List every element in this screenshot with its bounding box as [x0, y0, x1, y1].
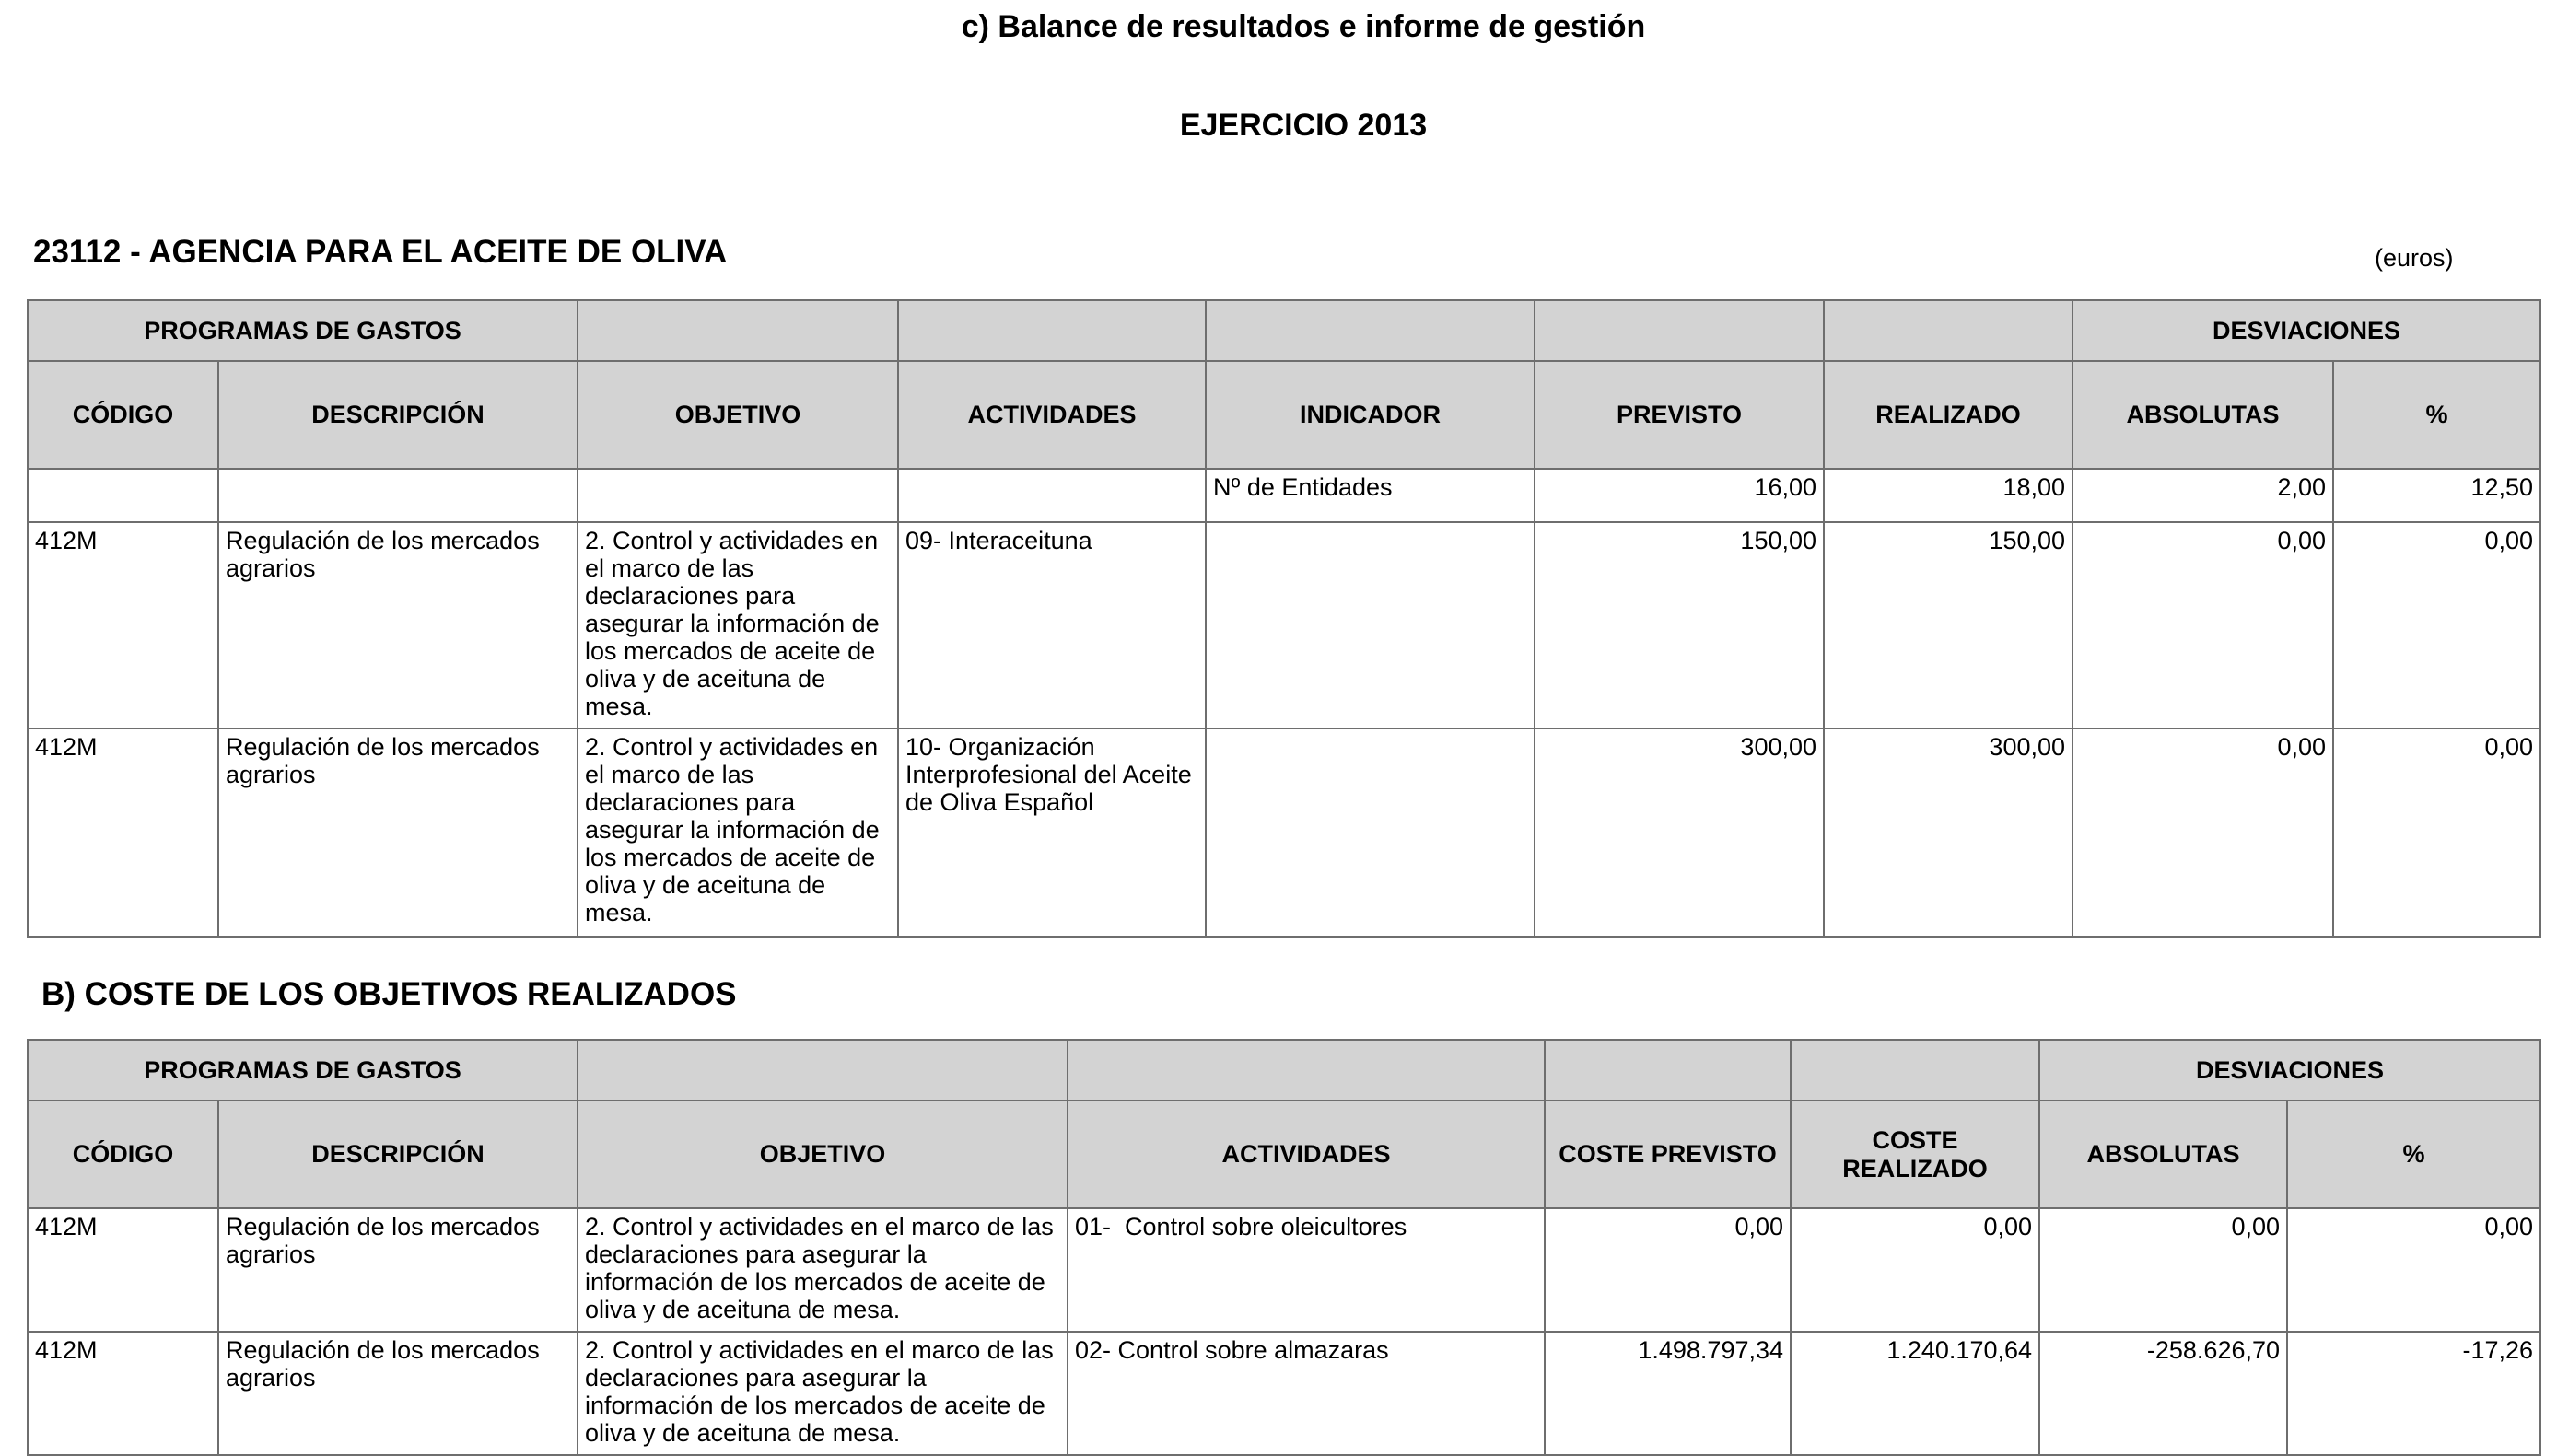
column-header: REALIZADO	[1824, 361, 2072, 469]
cell-previsto: 150,00	[1535, 522, 1824, 728]
group-header-empty	[1791, 1040, 2039, 1101]
column-header: ABSOLUTAS	[2039, 1101, 2287, 1208]
document-title: c) Balance de resultados e informe de gestión	[961, 9, 1646, 44]
table-row	[28, 1208, 2540, 1332]
cell-realizado: 18,00	[1824, 469, 2072, 522]
group-header-empty	[1545, 1040, 1791, 1101]
cell-descripcion: Regulación de los mercados agrarios	[218, 728, 578, 937]
column-header: ACTIVIDADES	[1068, 1101, 1545, 1208]
cell-codigo: 412M	[28, 522, 218, 728]
table-row	[28, 469, 2540, 522]
column-header: %	[2287, 1101, 2540, 1208]
column-header-row	[28, 1101, 2540, 1208]
section-b-heading: B) COSTE DE LOS OBJETIVOS REALIZADOS	[41, 976, 737, 1012]
costs-table	[27, 1039, 2541, 1456]
cell-coste-realizado: 1.240.170,64	[1791, 1332, 2039, 1455]
cell-pct: 0,00	[2333, 728, 2540, 937]
cell-objetivo: 2. Control y actividades en el marco de las declaraciones para asegurar la información de los mercados de aceite de oliva y de aceituna de mesa.	[578, 522, 898, 728]
cell-indicador: Nº de Entidades	[1206, 469, 1535, 522]
cell-indicador	[1206, 522, 1535, 728]
cell-indicador	[1206, 728, 1535, 937]
group-header-empty	[578, 1040, 1068, 1101]
group-header-empty	[898, 300, 1206, 361]
cell-objetivo	[578, 469, 898, 522]
cell-pct: 12,50	[2333, 469, 2540, 522]
group-header-row	[28, 1040, 2540, 1101]
group-header-empty	[1068, 1040, 1545, 1101]
cell-actividades: 09- Interaceituna	[898, 522, 1206, 728]
cell-previsto: 300,00	[1535, 728, 1824, 937]
cell-actividades: 02- Control sobre almazaras	[1068, 1332, 1545, 1455]
cell-objetivo: 2. Control y actividades en el marco de las declaraciones para asegurar la información de los mercados de aceite de oliva y de aceituna de mesa.	[578, 728, 898, 937]
cell-previsto: 16,00	[1535, 469, 1824, 522]
currency-units: (euros)	[2375, 244, 2454, 272]
indicators-table	[27, 299, 2541, 938]
column-header: DESCRIPCIÓN	[218, 361, 578, 469]
cell-absolutas: -258.626,70	[2039, 1332, 2287, 1455]
column-header-row	[28, 361, 2540, 469]
column-header: ABSOLUTAS	[2072, 361, 2333, 469]
column-header: %	[2333, 361, 2540, 469]
table-row	[28, 728, 2540, 937]
column-header: OBJETIVO	[578, 1101, 1068, 1208]
cell-codigo: 412M	[28, 1332, 218, 1455]
column-header: OBJETIVO	[578, 361, 898, 469]
cell-coste-previsto: 0,00	[1545, 1208, 1791, 1332]
table-row	[28, 522, 2540, 728]
cell-descripcion	[218, 469, 578, 522]
group-header-programas: PROGRAMAS DE GASTOS	[28, 300, 578, 361]
column-header: CÓDIGO	[28, 361, 218, 469]
cell-objetivo: 2. Control y actividades en el marco de las declaraciones para asegurar la información de los mercados de aceite de oliva y de aceituna de mesa.	[578, 1332, 1068, 1455]
cell-codigo: 412M	[28, 728, 218, 937]
cell-realizado: 150,00	[1824, 522, 2072, 728]
column-header: INDICADOR	[1206, 361, 1535, 469]
table-row	[28, 1332, 2540, 1455]
cell-absolutas: 0,00	[2039, 1208, 2287, 1332]
column-header: CÓDIGO	[28, 1101, 218, 1208]
group-header-desviaciones: DESVIACIONES	[2072, 300, 2540, 361]
fiscal-year-title: EJERCICIO 2013	[1179, 108, 1428, 143]
cell-codigo: 412M	[28, 1208, 218, 1332]
group-header-empty	[1206, 300, 1535, 361]
group-header-programas: PROGRAMAS DE GASTOS	[28, 1040, 578, 1101]
column-header: COSTE REALIZADO	[1791, 1101, 2039, 1208]
cell-descripcion: Regulación de los mercados agrarios	[218, 522, 578, 728]
cell-codigo	[28, 469, 218, 522]
cell-actividades: 10- Organización Interprofesional del Aceite de Oliva Español	[898, 728, 1206, 937]
cell-actividades	[898, 469, 1206, 522]
cell-pct: 0,00	[2333, 522, 2540, 728]
cell-pct: -17,26	[2287, 1332, 2540, 1455]
cell-descripcion: Regulación de los mercados agrarios	[218, 1208, 578, 1332]
group-header-empty	[1535, 300, 1824, 361]
column-header: DESCRIPCIÓN	[218, 1101, 578, 1208]
column-header: COSTE PREVISTO	[1545, 1101, 1791, 1208]
cell-coste-previsto: 1.498.797,34	[1545, 1332, 1791, 1455]
group-header-empty	[578, 300, 898, 361]
group-header-empty	[1824, 300, 2072, 361]
group-header-desviaciones: DESVIACIONES	[2039, 1040, 2540, 1101]
cell-pct: 0,00	[2287, 1208, 2540, 1332]
column-header: ACTIVIDADES	[898, 361, 1206, 469]
cell-absolutas: 2,00	[2072, 469, 2333, 522]
group-header-row	[28, 300, 2540, 361]
cell-actividades: 01- Control sobre oleicultores	[1068, 1208, 1545, 1332]
cell-descripcion: Regulación de los mercados agrarios	[218, 1332, 578, 1455]
cell-realizado: 300,00	[1824, 728, 2072, 937]
cell-absolutas: 0,00	[2072, 728, 2333, 937]
agency-heading: 23112 - AGENCIA PARA EL ACEITE DE OLIVA	[33, 234, 728, 270]
cell-absolutas: 0,00	[2072, 522, 2333, 728]
column-header: PREVISTO	[1535, 361, 1824, 469]
cell-coste-realizado: 0,00	[1791, 1208, 2039, 1332]
cell-objetivo: 2. Control y actividades en el marco de las declaraciones para asegurar la información de los mercados de aceite de oliva y de aceituna de mesa.	[578, 1208, 1068, 1332]
